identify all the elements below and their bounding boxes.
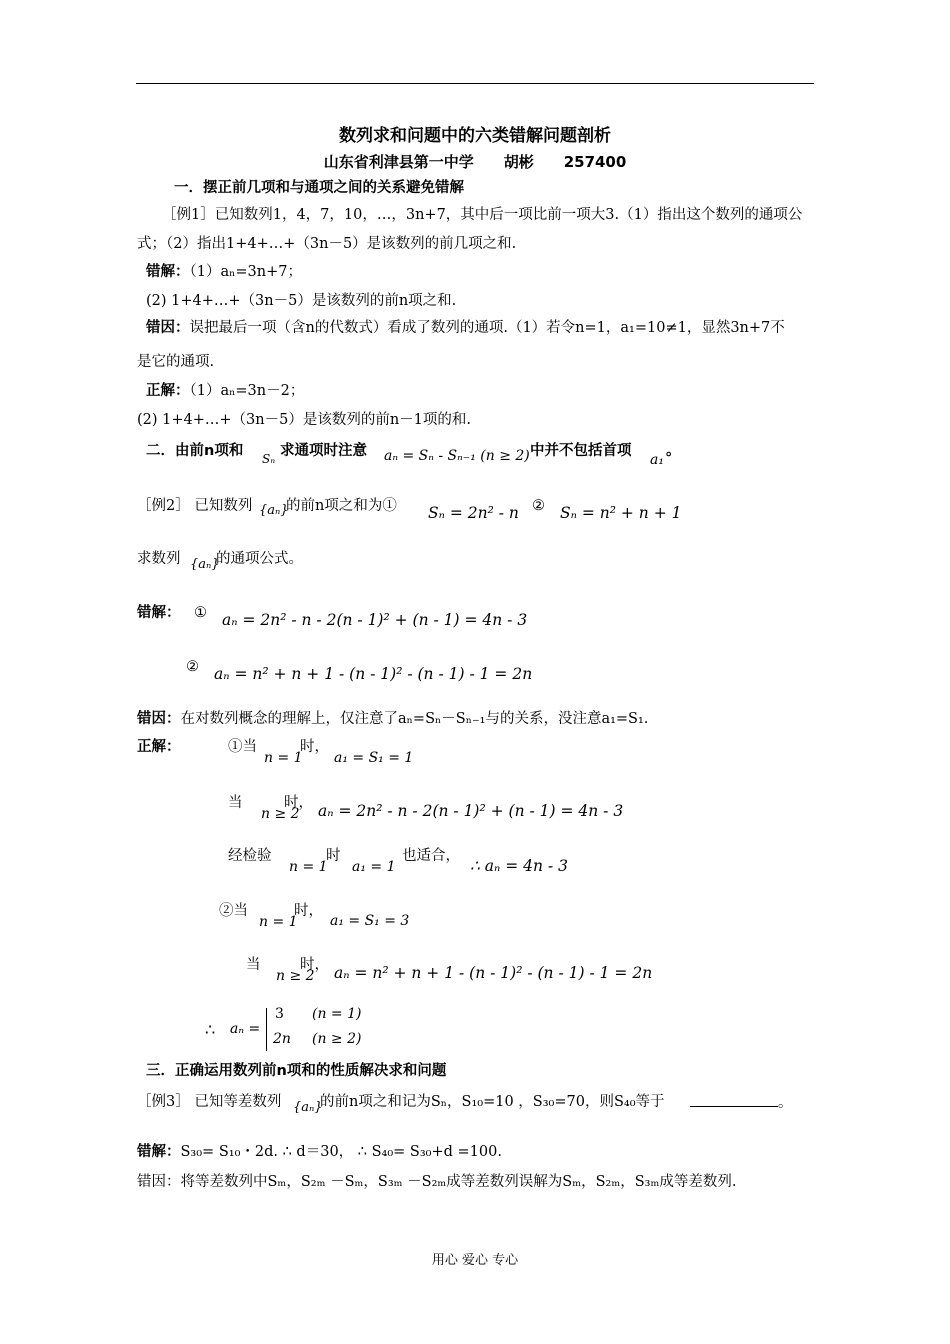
example-2-text-b: 的前n项之和为① (286, 498, 397, 514)
wrong-solution-1: （1）aₙ=3n+7； (189, 264, 302, 280)
case-1-when: ①当 (228, 739, 257, 755)
error-cause-label: 错因： (146, 320, 190, 336)
case-1-when-b: 时， (300, 739, 329, 755)
circle-2-wrong: ② (186, 659, 199, 675)
case-1-result: a₁ = S₁ = 1 (334, 750, 414, 766)
section-2-heading-a: 二．由前n项和 (146, 443, 244, 459)
verify-text: 经检验 (228, 848, 272, 864)
example-2-ask-b: 的通项公式。 (216, 551, 303, 567)
piecewise-cond-2: (n ≥ 2) (312, 1031, 362, 1047)
therefore-symbol: ∴ (205, 1020, 216, 1039)
example-2-ask: 求数列 (137, 551, 181, 567)
case-2-condition: n ≥ 2 (261, 806, 300, 822)
section-2-heading-d: 。 (666, 443, 681, 459)
section-2-heading-b: 求通项时注意 (280, 443, 367, 459)
piecewise-cond-1: (n = 1) (312, 1006, 362, 1022)
wrong-solution-label: 错解： (146, 264, 190, 280)
example-2-text: ［例2］ 已知数列 (137, 498, 253, 514)
example-3-text: ［例3］ 已知等差数列 (137, 1094, 282, 1110)
verify-a1: a₁ = 1 (352, 859, 396, 875)
case-2-when-b: 时， (284, 795, 313, 811)
verify-text-c: 也适合， (402, 848, 460, 864)
wrong-formula-1: aₙ = 2n² - n - 2(n - 1)² + (n - 1) = 4n - 3 (222, 611, 528, 629)
case-2-result: aₙ = 2n² - n - 2(n - 1)² + (n - 1) = 4n - 3 (318, 802, 624, 820)
case-4-when-b: 时， (300, 957, 329, 973)
section-1-heading: 一．摆正前几项和与通项之间的关系避免错解 (174, 180, 464, 196)
section-3-heading: 三．正确运用数列前n项和的性质解决求和问题 (146, 1063, 447, 1079)
sequence-an-symbol-2: {aₙ} (190, 557, 220, 572)
page-footer: 用心 爱心 专心 (431, 1253, 519, 1268)
correct-solution-1: （1）aₙ=3n－2； (189, 383, 305, 399)
case-4-result: aₙ = n² + n + 1 - (n - 1)² - (n - 1) - 1 = 2n (334, 964, 653, 982)
answer-blank (690, 1092, 778, 1107)
example-1-text: ［例1］已知数列1，4，7，10，…，3n+7，其中后一项比前一项大3.（1）指出这个数列的通项公 (162, 207, 803, 223)
piecewise-value-1: 3 (275, 1006, 284, 1022)
sn-symbol: Sₙ (262, 452, 276, 466)
case-4-condition: n ≥ 2 (276, 968, 315, 984)
a1-symbol: a₁ (650, 452, 664, 468)
case-3-condition: n = 1 (259, 914, 298, 930)
case-1-condition: n = 1 (264, 750, 303, 766)
case-2-when: 当 (228, 795, 243, 811)
error-cause-text: 误把最后一项（含n的代数式）看成了数列的通项.（1）若令n=1，a₁=10≠1，显然3n+7不 (189, 320, 785, 336)
section-2-heading-c: 中并不包括首项 (530, 443, 632, 459)
example-3-end: 。 (778, 1095, 793, 1111)
case-3-when-b: 时， (294, 903, 323, 919)
sequence-an-symbol-3: {aₙ} (293, 1100, 323, 1115)
example-1-text-cont: 式；（2）指出1+4+…+（3n－5）是该数列的前几项之和. (137, 236, 517, 252)
verify-conclusion: ∴ aₙ = 4n - 3 (470, 857, 568, 875)
circle-2: ② (532, 498, 545, 514)
wrong-solution-2: (2) 1+4+…+（3n－5）是该数列的前n项之和. (146, 293, 457, 309)
wrong-solution-label-2: 错解： (137, 605, 181, 621)
wrong-solution-label-3: 错解： (137, 1144, 181, 1160)
correct-solution-2: (2) 1+4+…+（3n－5）是该数列的前n－1项的和. (137, 412, 472, 428)
circle-1-wrong: ① (194, 605, 207, 621)
example-3-text-b: 的前n项之和记为Sₙ，S₁₀=10 ，S₃₀=70，则S₄₀等于 (320, 1094, 665, 1110)
document-author: 山东省利津县第一中学 胡彬 257400 (323, 153, 627, 171)
error-cause-label-2: 错因： (137, 711, 181, 727)
case-3-when: ②当 (219, 903, 248, 919)
error-cause-3: 错因：将等差数列中Sₘ，S₂ₘ －Sₘ，S₃ₘ －S₂ₘ成等差数列误解为Sₘ，S₂ₘ，S₃ₘ成等差数列. (137, 1174, 737, 1190)
sequence-an-symbol: {aₙ} (259, 503, 289, 518)
verify-text-b: 时 (326, 848, 341, 864)
verify-condition: n = 1 (289, 859, 328, 875)
document-title: 数列求和问题中的六类错解问题剖析 (339, 126, 611, 146)
wrong-solution-3: S₃₀= S₁₀・2d. ∴ d＝30， ∴ S₄₀= S₃₀+d =100. (180, 1144, 502, 1160)
correct-solution-label-2: 正解： (137, 739, 181, 755)
sn-formula-1: Sₙ = 2n² - n (428, 504, 519, 522)
piecewise-value-2: 2n (273, 1031, 291, 1047)
wrong-formula-2: aₙ = n² + n + 1 - (n - 1)² - (n - 1) - 1 = 2n (214, 665, 533, 683)
case-3-result: a₁ = S₁ = 3 (330, 913, 410, 929)
piecewise-brace (266, 1008, 267, 1051)
header-rule (136, 83, 814, 84)
piecewise-an: aₙ = (230, 1021, 261, 1037)
error-cause-text-cont: 是它的通项. (137, 354, 215, 370)
case-4-when: 当 (246, 957, 261, 973)
sn-formula-2: Sₙ = n² + n + 1 (560, 504, 682, 522)
error-cause-text-2: 在对数列概念的理解上，仅注意了aₙ=Sₙ－Sₙ₋₁与的关系，没注意a₁=S₁. (180, 711, 649, 727)
correct-solution-label: 正解： (146, 383, 190, 399)
an-sn-formula: aₙ = Sₙ - Sₙ₋₁ (n ≥ 2) (384, 448, 530, 464)
